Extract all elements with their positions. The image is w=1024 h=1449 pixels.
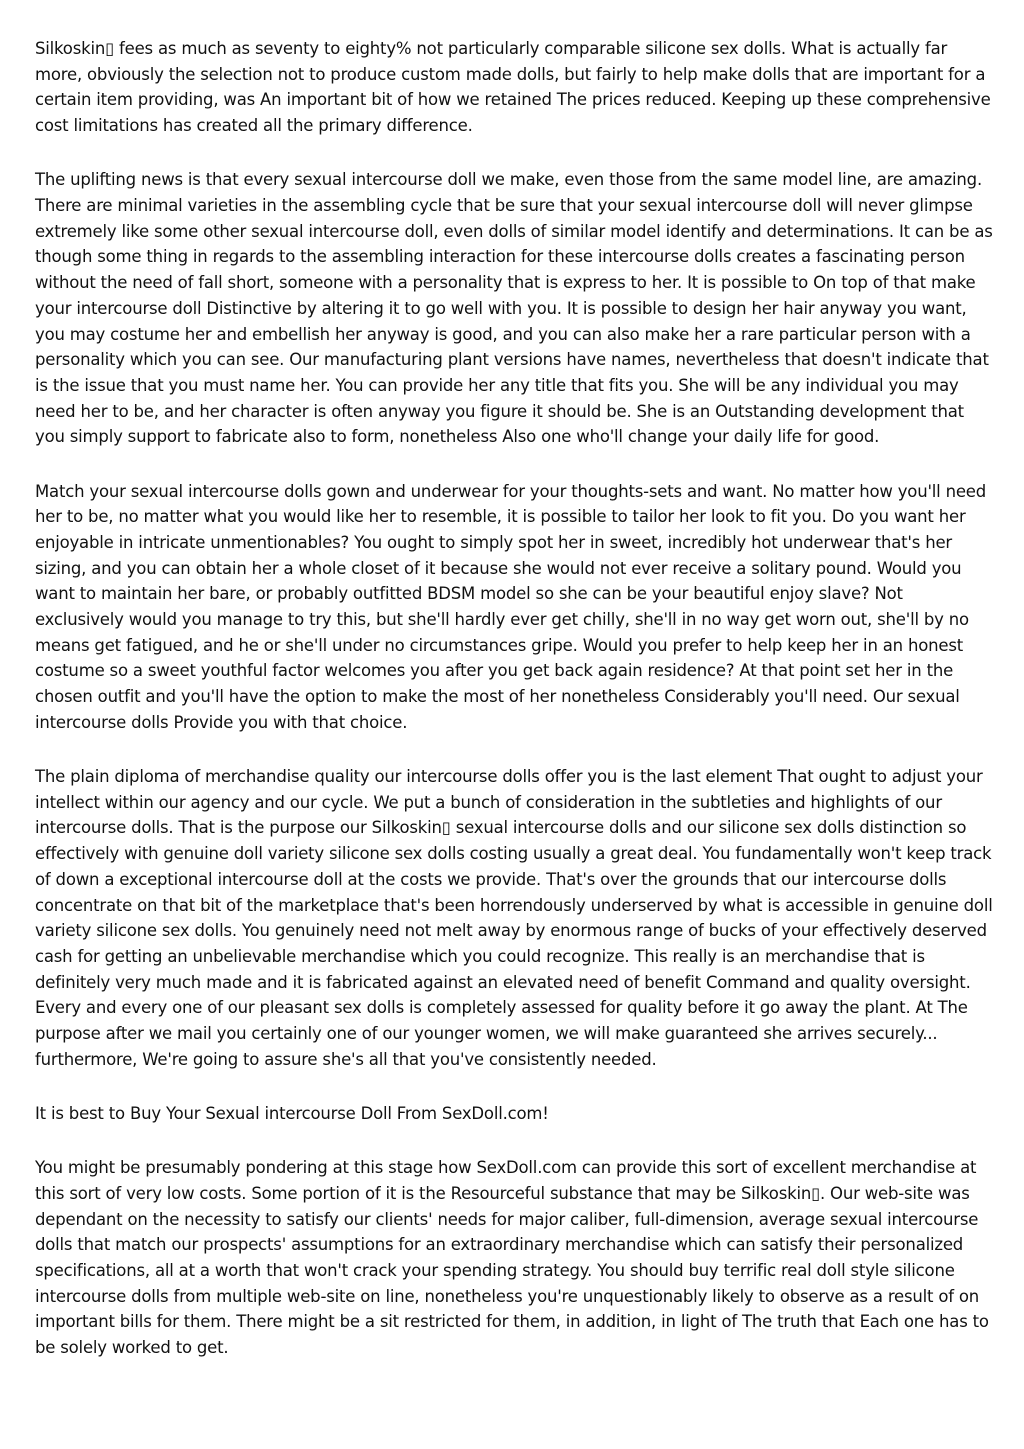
- paragraph-pricing: You might be presumably pondering at this stage how SexDoll.com can provide this sort of excellent merchandise at this sort of very low costs. Some portion of it is the Resourceful substance that may be Silkoskin▯. Our web-site was dependant on the necessity to satisfy our clients' needs for major caliber, full-dimension, average sexual intercourse dolls that match our prospects' assumptions for an extraordinary merchandise which can satisfy their personalized specifications, all at a worth that won't crack your spending strategy. You should buy terrific real doll style silicone intercourse dolls from multiple web-site on line, nonetheless you're unquestionably likely to observe as a result of on important bills for them. There might be a sit restricted for them, in addition, in light of The truth that Each one has to be solely worked to get.: [35, 1158, 989, 1358]
- paragraph-heading-buy: It is best to Buy Your Sexual intercourse Doll From SexDoll.com!: [35, 1104, 549, 1124]
- paragraph-cost: Silkoskin▯ fees as much as seventy to eighty% not particularly comparable silicone sex dolls. What is actually far more, obviously the selection not to produce custom made dolls, but fairly to help make dolls that are important for a certain item providing, was An important bit of how we retained The prices reduced. Keeping up these comprehensive cost limitations has created all the primary difference.: [35, 39, 991, 136]
- paragraph-quality: The plain diploma of merchandise quality our intercourse dolls offer you is the last element That ought to adjust your intellect within our agency and our cycle. We put a bunch of consideration in the subtleties and highlights of our intercourse dolls. That is the purpose our Silkoskin▯ sexual intercourse dolls and our silicone sex dolls distinction so effectively with genuine doll variety silicone sex dolls costing usually a great deal. You fundamentally won't keep track of down a exceptional intercourse doll at the costs we provide. That's over the grounds that our intercourse dolls concentrate on that bit of the marketplace that's been horrendously underserved by what is accessible in genuine doll variety silicone sex dolls. You genuinely need not melt away by enormous range of bucks of your effectively deserved cash for getting an unbelievable merchandise which you could recognize. This really is an merchandise that is definitely very much made and it is fabricated against an elevated need of benefit Command and quality oversight. Every and every one of our pleasant sex dolls is completely assessed for quality before it go away the plant. At The purpose after we mail you certainly one of our younger women, we will make guaranteed she arrives securely... furthermore, We're going to assure she's all that you've consistently needed.: [35, 767, 993, 1069]
- paragraph-uniqueness: The uplifting news is that every sexual intercourse doll we make, even those from the same model line, are amazing. There are minimal varieties in the assembling cycle that be sure that your sexual intercourse doll will never glimpse extremely like some other sexual intercourse doll, even dolls of similar model identify and determinations. It can be as though some thing in regards to the assembling interaction for these intercourse dolls creates a fascinating person without the need of fall short, someone with a personality that is express to her. It is possible to On top of that make your intercourse doll Distinctive by altering it to go well with you. It is possible to design her hair anyway you want, you may costume her and embellish her anyway is good, and you can also make her a rare particular person with a personality which you can see. Our manufacturing plant versions have names, nevertheless that doesn't indicate that is the issue that you must name her. You can provide her any title that fits you. She will be any individual you may need her to be, and her character is often anyway you figure it should be. She is an Outstanding development that you simply support to fabricate also to form, nonetheless Also one who'll change your daily life for good.: [35, 170, 993, 447]
- paragraph-outfits: Match your sexual intercourse dolls gown and underwear for your thoughts-sets and want. No matter how you'll need her to be, no matter what you would like her to resemble, it is possible to tailor her look to fit you. Do you want her enjoyable in intricate unmentionables? You ought to simply spot her in sweet, incredibly hot underwear that's her sizing, and you can obtain her a whole closet of it because she would not ever receive a solitary pound. Would you want to maintain her bare, or probably outfitted BDSM model so she can be your beautiful enjoy slave? Not exclusively would you manage to try this, but she'll hardly ever get chilly, she'll in no way get worn out, she'll by no means get fatigued, and he or she'll under no circumstances gripe. Would you prefer to help keep her in an honest costume so a sweet youthful factor welcomes you after you get back again residence? At that point set her in the chosen outfit and you'll have the option to make the most of her nonetheless Considerably you'll need. Our sexual intercourse dolls Provide you with that choice.: [35, 481, 987, 732]
- document-body: [35, 36, 993, 1389]
